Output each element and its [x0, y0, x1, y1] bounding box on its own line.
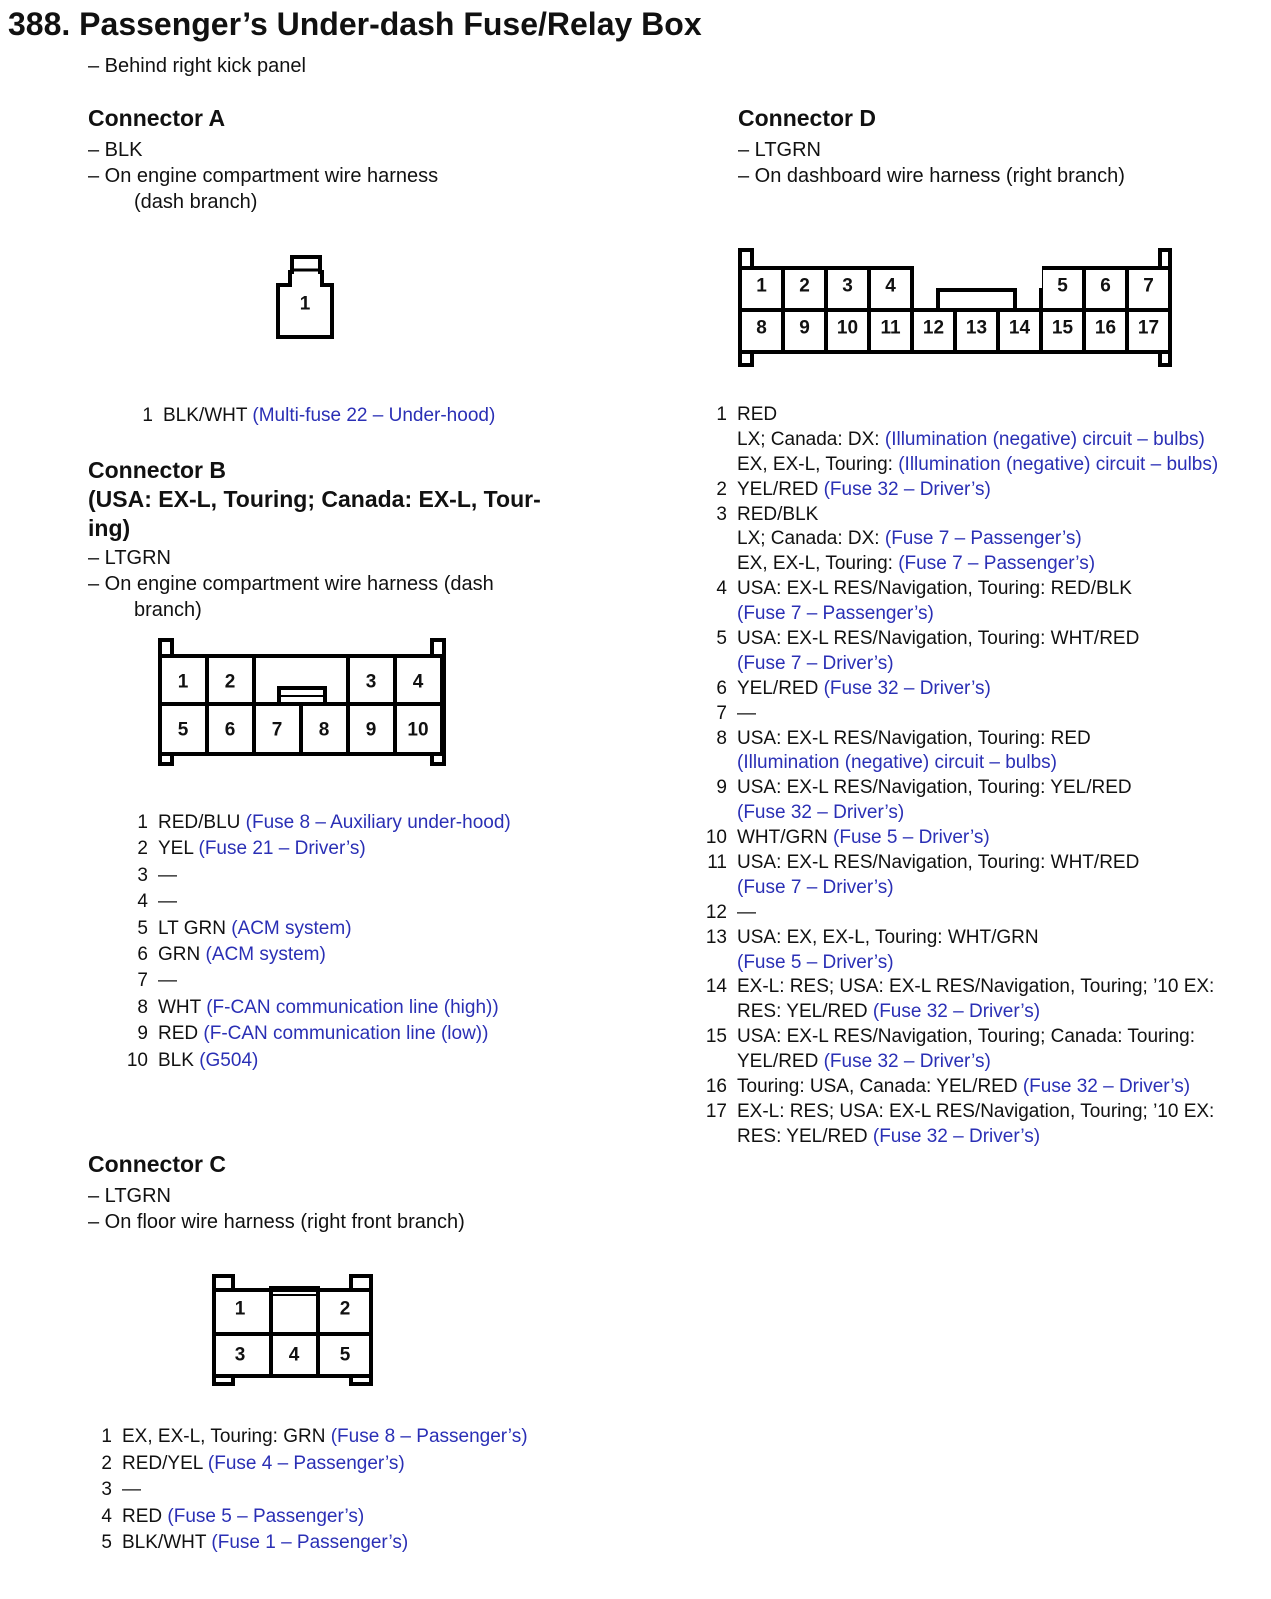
- pin-number: 4: [137, 891, 148, 913]
- connector-b-cell: 9: [365, 719, 377, 741]
- circuit-reference: (Fuse 21 – Driver’s): [198, 838, 366, 860]
- circuit-reference: (Fuse 32 – Driver’s): [872, 1001, 1041, 1023]
- wire-info: LT GRN: [158, 917, 232, 939]
- pin-entry: [92, 1477, 528, 1504]
- circuit-reference: (Multi-fuse 22 – Under-hood): [252, 405, 496, 426]
- circuit-reference: (Illumination (negative) circuit – bulbs): [884, 428, 1205, 450]
- connector-a-header: [88, 104, 438, 215]
- pin-number: 4: [716, 578, 727, 600]
- wire-info: —: [158, 864, 177, 886]
- connector-d-heading: Connector D: [738, 105, 876, 131]
- wire-info: USA: EX, EX-L, Touring: WHT/GRN: [737, 926, 1039, 948]
- connector-d-cell: 14: [1008, 317, 1031, 339]
- pin-line: [122, 1504, 364, 1531]
- circuit-reference: (Fuse 7 – Passenger’s): [898, 553, 1096, 575]
- pin-entry: [122, 889, 511, 915]
- circuit-reference: (ACM system): [231, 917, 352, 939]
- wire-info: YEL: [158, 838, 199, 860]
- pin-number: 11: [707, 852, 727, 874]
- connector-b-cell: 10: [407, 719, 429, 741]
- wire-info: EX, EX-L, Touring:: [737, 453, 899, 475]
- connector-b-cell: 1: [177, 671, 189, 693]
- wire-info: USA: EX-L RES/Navigation, Touring: RED/BLK: [737, 578, 1132, 600]
- pin-entry: [122, 810, 511, 836]
- pin-number: 3: [101, 1479, 112, 1500]
- connector-c-color: – LTGRN: [88, 1185, 171, 1207]
- pin-entry: [697, 503, 1218, 578]
- connector-d-pin-list: [697, 403, 1218, 1150]
- pin-entry: [697, 403, 1218, 478]
- pin-entry: [697, 1025, 1218, 1075]
- wire-info: RED: [158, 1023, 204, 1045]
- pin-number: 5: [716, 628, 727, 650]
- pin-line: [737, 826, 990, 851]
- wire-info: WHT/GRN: [737, 827, 834, 849]
- connector-d-cell: 5: [1057, 275, 1068, 297]
- pin-number: 14: [705, 976, 727, 998]
- circuit-reference: (G504): [199, 1049, 259, 1071]
- pin-line: [737, 403, 1218, 428]
- pin-number: 2: [716, 478, 727, 500]
- pin-line: [158, 995, 499, 1021]
- pin-line: [737, 702, 756, 727]
- connector-b-cell: 8: [318, 719, 330, 741]
- connector-b-pin-list: [122, 810, 511, 1074]
- pin-line: [737, 851, 1139, 876]
- location-note: – Behind right kick panel: [88, 55, 306, 77]
- circuit-reference: (F-CAN communication line (low)): [203, 1023, 489, 1045]
- connector-c-pin-list: [92, 1424, 528, 1557]
- connector-d-cell: 3: [842, 275, 853, 297]
- circuit-reference: (Fuse 1 – Passenger’s): [211, 1532, 409, 1553]
- pin-line: [737, 801, 1132, 826]
- connector-c-cell: 4: [288, 1344, 300, 1366]
- wire-info: LX; Canada: DX:: [737, 428, 885, 450]
- pin-entry: [122, 916, 511, 942]
- pin-number: 2: [137, 838, 148, 860]
- connector-d-harness: – On dashboard wire harness (right branch): [738, 165, 1125, 187]
- connector-c-diagram: [205, 1268, 380, 1393]
- pin-entry: [92, 1424, 528, 1451]
- pin-entry: [697, 478, 1218, 503]
- pin-entry: [697, 975, 1218, 1025]
- connector-c-heading: Connector C: [88, 1151, 226, 1177]
- wire-info: WHT: [158, 996, 207, 1018]
- wire-info: YEL/RED: [737, 1051, 824, 1073]
- circuit-reference: (Fuse 4 – Passenger’s): [207, 1452, 405, 1474]
- circuit-reference: (Fuse 32 – Driver’s): [872, 1125, 1041, 1147]
- connector-b-cell: 7: [271, 719, 283, 741]
- pin-entry: [697, 826, 1218, 851]
- wire-info: RED/BLK: [737, 503, 819, 525]
- wire-info: USA: EX-L RES/Navigation, Touring: WHT/RED: [737, 852, 1140, 874]
- wire-info: —: [737, 702, 756, 724]
- pin-entry: [122, 942, 511, 968]
- wire-info: RED: [737, 404, 778, 425]
- connector-d-cell: 10: [836, 317, 859, 339]
- connector-a-cell-1: 1: [299, 293, 311, 315]
- wire-info: GRN: [158, 943, 206, 965]
- circuit-reference: (Illumination (negative) circuit – bulbs): [737, 752, 1057, 774]
- pin-line: [737, 776, 1132, 801]
- connector-d-cell: 11: [880, 317, 901, 339]
- pin-number: 3: [716, 503, 727, 525]
- pin-entry: [92, 1504, 528, 1531]
- pin-number: 10: [705, 827, 727, 849]
- pin-number: 7: [716, 702, 727, 724]
- connector-d-cell: 9: [799, 317, 810, 339]
- pin-number: 1: [101, 1426, 112, 1447]
- pin-entry: [697, 577, 1218, 627]
- connector-c-cell: 1: [234, 1298, 246, 1320]
- pin-number: 9: [137, 1023, 148, 1045]
- pin-line: [737, 951, 1039, 976]
- pin-entry: [697, 677, 1218, 702]
- pin-entry: [122, 863, 511, 889]
- pin-entry: [92, 1530, 528, 1557]
- wire-info: RED: [122, 1505, 168, 1527]
- circuit-reference: (Fuse 32 – Driver’s): [1022, 1076, 1191, 1098]
- pin-entry: [697, 851, 1218, 901]
- connector-b-cell: 2: [224, 671, 236, 693]
- pin-number: 10: [126, 1049, 148, 1071]
- pin-entry: [697, 702, 1218, 727]
- connector-a-pin-list: [133, 403, 495, 429]
- pin-line: [737, 652, 1139, 677]
- connector-b-cell: 5: [177, 719, 189, 741]
- circuit-reference: (Fuse 7 – Driver’s): [737, 876, 894, 898]
- pin-entry: [697, 627, 1218, 677]
- wire-info: BLK/WHT: [163, 405, 253, 426]
- wire-info: YEL/RED: [737, 478, 824, 500]
- pin-line: [737, 453, 1218, 478]
- circuit-reference: (Fuse 8 – Auxiliary under-hood): [245, 812, 511, 833]
- connector-b-variants-cont: ing): [88, 515, 131, 541]
- pin-number: 13: [705, 926, 727, 948]
- pin-line: [158, 916, 352, 942]
- circuit-reference: (Fuse 32 – Driver’s): [823, 677, 991, 699]
- pin-line: [737, 901, 756, 926]
- connector-b-cell: 4: [412, 671, 424, 693]
- pin-line: [737, 1125, 1214, 1150]
- circuit-reference: (Illumination (negative) circuit – bulbs): [898, 453, 1219, 475]
- wire-info: RED/BLU: [158, 812, 246, 833]
- wire-info: USA: EX-L RES/Navigation, Touring; Canada: Touring:: [737, 1026, 1196, 1048]
- pin-line: [158, 968, 177, 994]
- wire-info: USA: EX-L RES/Navigation, Touring: WHT/RED: [737, 628, 1140, 650]
- circuit-reference: (Fuse 7 – Passenger’s): [884, 528, 1082, 550]
- pin-line: [737, 478, 991, 503]
- connector-c-harness: – On floor wire harness (right front branch): [88, 1211, 465, 1233]
- circuit-reference: (Fuse 5 – Driver’s): [833, 827, 990, 849]
- connector-d-cell: 1: [756, 275, 767, 297]
- circuit-reference: (Fuse 32 – Driver’s): [737, 802, 905, 824]
- connector-b-variants: (USA: EX-L, Touring; Canada: EX-L, Tour-: [88, 486, 541, 512]
- pin-number: 8: [137, 996, 148, 1018]
- pin-line: [737, 1050, 1195, 1075]
- pin-entry: [122, 1021, 511, 1047]
- pin-number: 9: [716, 777, 727, 799]
- circuit-reference: (ACM system): [205, 943, 326, 965]
- circuit-reference: (Fuse 8 – Passenger’s): [330, 1426, 528, 1447]
- pin-line: [158, 863, 177, 889]
- pin-entry: [92, 1451, 528, 1478]
- connector-d-cell: 4: [885, 275, 896, 297]
- wire-info: EX-L: RES; USA: EX-L RES/Navigation, Touring; ’10 EX:: [737, 976, 1215, 998]
- connector-b-harness: – On engine compartment wire harness (dash: [88, 573, 494, 595]
- pin-entry: [697, 1100, 1218, 1150]
- pin-line: [122, 1424, 528, 1451]
- connector-d-cell: 15: [1051, 317, 1074, 339]
- wire-info: EX, EX-L, Touring:: [737, 553, 899, 575]
- connector-d-header: [738, 104, 1125, 189]
- wire-info: —: [122, 1479, 141, 1500]
- pin-line: [122, 1451, 405, 1478]
- wire-info: —: [158, 970, 177, 992]
- circuit-reference: (F-CAN communication line (high)): [206, 996, 499, 1018]
- pin-number: 2: [101, 1452, 112, 1474]
- pin-line: [737, 975, 1214, 1000]
- pin-entry: [697, 901, 1218, 926]
- pin-entry: [122, 995, 511, 1021]
- connector-a-color: – BLK: [88, 139, 143, 161]
- pin-line: [122, 1530, 408, 1557]
- pin-entry: [122, 1048, 511, 1074]
- connector-b-cell: 3: [365, 671, 377, 693]
- pin-number: 17: [705, 1100, 727, 1122]
- pin-line: [737, 428, 1218, 453]
- connector-b-harness-branch: branch): [134, 599, 202, 621]
- pin-number: 4: [101, 1505, 112, 1527]
- pin-line: [158, 1021, 488, 1047]
- pin-entry: [697, 1075, 1218, 1100]
- pin-number: 7: [137, 970, 148, 992]
- circuit-reference: (Fuse 32 – Driver’s): [823, 1051, 991, 1073]
- pin-entry: [697, 727, 1218, 777]
- circuit-reference: (Fuse 5 – Passenger’s): [167, 1505, 365, 1527]
- pin-entry: [133, 403, 495, 429]
- pin-line: [737, 727, 1091, 752]
- connector-b-color: – LTGRN: [88, 547, 171, 569]
- pin-line: [737, 527, 1095, 552]
- pin-number: 1: [716, 404, 727, 425]
- wire-info: —: [737, 901, 756, 923]
- pin-entry: [697, 926, 1218, 976]
- pin-number: 3: [137, 864, 148, 886]
- wire-info: RES: YEL/RED: [737, 1001, 873, 1023]
- connector-d-diagram: [730, 240, 1180, 375]
- pin-entry: [122, 968, 511, 994]
- pin-number: 1: [142, 405, 153, 426]
- pin-number: 6: [137, 943, 148, 965]
- pin-number: 5: [101, 1532, 112, 1553]
- pin-line: [737, 677, 991, 702]
- connector-a-heading: Connector A: [88, 105, 226, 131]
- pin-line: [158, 836, 366, 862]
- connector-b-diagram: [150, 632, 455, 774]
- pin-line: [737, 926, 1039, 951]
- pin-line: [158, 942, 326, 968]
- connector-d-color: – LTGRN: [738, 139, 821, 161]
- pin-number: 1: [137, 812, 148, 833]
- wire-info: USA: EX-L RES/Navigation, Touring: RED: [737, 727, 1091, 749]
- connector-b-cell: 6: [224, 719, 236, 741]
- pin-entry: [122, 836, 511, 862]
- connector-d-cell: 13: [965, 317, 988, 339]
- pin-line: [737, 627, 1139, 652]
- pin-entry: [697, 776, 1218, 826]
- pin-line: [737, 1075, 1190, 1100]
- wire-info: EX, EX-L, Touring: GRN: [122, 1426, 331, 1447]
- pin-number: 12: [705, 901, 727, 923]
- connector-c-header: [88, 1150, 465, 1235]
- connector-d-cell: 8: [756, 317, 767, 339]
- wire-info: RES: YEL/RED: [737, 1125, 873, 1147]
- wire-info: USA: EX-L RES/Navigation, Touring: YEL/RED: [737, 777, 1132, 799]
- pin-line: [737, 751, 1091, 776]
- connector-c-cell: 2: [339, 1298, 351, 1320]
- pin-line: [737, 1025, 1195, 1050]
- wire-info: EX-L: RES; USA: EX-L RES/Navigation, Touring; ’10 EX:: [737, 1100, 1215, 1122]
- circuit-reference: (Fuse 5 – Driver’s): [737, 951, 894, 973]
- pin-line: [158, 889, 177, 915]
- pin-line: [158, 1048, 258, 1074]
- connector-a-harness: – On engine compartment wire harness: [88, 165, 439, 187]
- pin-line: [737, 503, 1095, 528]
- wire-info: BLK: [158, 1049, 200, 1071]
- pin-line: [158, 810, 511, 836]
- wire-info: LX; Canada: DX:: [737, 528, 885, 550]
- pin-number: 15: [705, 1026, 727, 1048]
- pin-line: [737, 577, 1132, 602]
- pin-line: [737, 602, 1132, 627]
- pin-number: 16: [705, 1076, 727, 1098]
- pin-number: 8: [716, 727, 727, 749]
- wire-info: —: [158, 891, 177, 913]
- connector-c-cell: 5: [339, 1344, 351, 1366]
- connector-d-cell: 16: [1094, 317, 1117, 339]
- pin-line: [122, 1477, 141, 1504]
- connector-d-cell: 6: [1100, 275, 1111, 297]
- pin-line: [737, 552, 1095, 577]
- pin-number: 6: [716, 677, 727, 699]
- connector-a-harness-branch: (dash branch): [134, 191, 258, 213]
- circuit-reference: (Fuse 7 – Passenger’s): [737, 603, 934, 625]
- pin-line: [737, 1100, 1214, 1125]
- wire-info: YEL/RED: [737, 677, 824, 699]
- circuit-reference: (Fuse 7 – Driver’s): [737, 652, 894, 674]
- circuit-reference: (Fuse 32 – Driver’s): [823, 478, 991, 500]
- pin-line: [163, 403, 495, 429]
- wire-info: Touring: USA, Canada: YEL/RED: [737, 1076, 1023, 1098]
- pin-number: 5: [137, 917, 148, 939]
- connector-d-cell: 2: [799, 275, 810, 297]
- pin-line: [737, 876, 1139, 901]
- connector-b-heading: Connector B: [88, 457, 226, 483]
- connector-b-header: [88, 456, 541, 623]
- connector-d-cell: 12: [922, 317, 945, 339]
- page-title: 388. Passenger’s Under-dash Fuse/Relay Box: [8, 6, 702, 42]
- pin-line: [737, 1000, 1214, 1025]
- wire-info: BLK/WHT: [122, 1532, 212, 1553]
- connector-a-diagram: [270, 250, 340, 345]
- wire-info: RED/YEL: [122, 1452, 208, 1474]
- connector-d-cell: 17: [1137, 317, 1160, 339]
- connector-c-cell: 3: [234, 1344, 246, 1366]
- connector-d-cell: 7: [1143, 275, 1154, 297]
